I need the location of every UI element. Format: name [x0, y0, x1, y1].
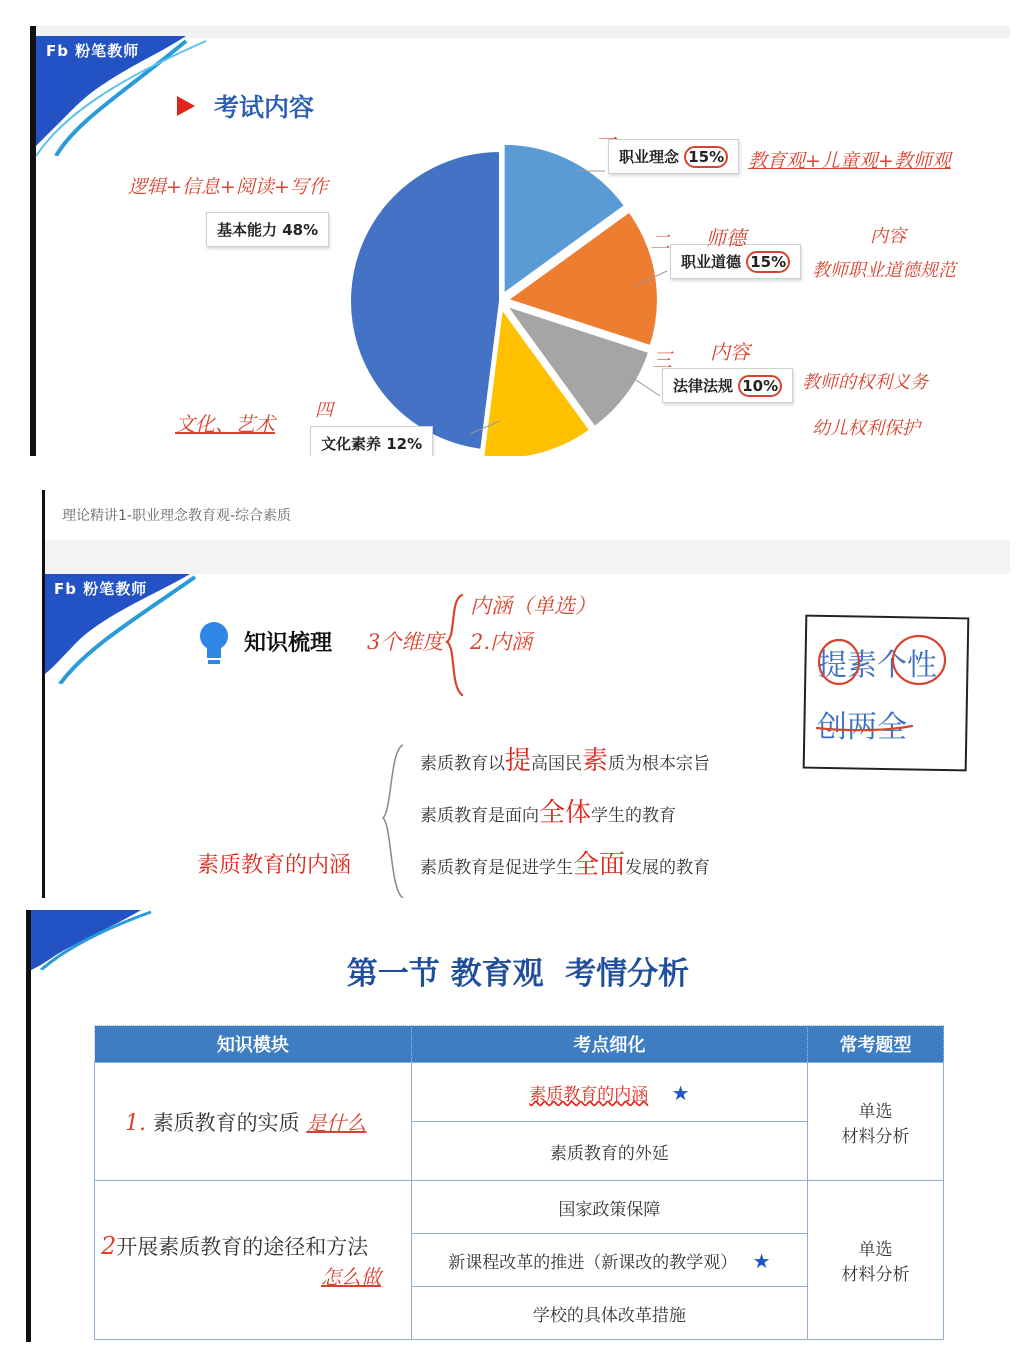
note-falv-mark: 内容: [710, 340, 750, 364]
callout-wenhua-suyang: 文化素养 12%: [310, 426, 433, 456]
mnemonic-circles: [802, 620, 972, 740]
mnemonic-line1: 提素个性: [817, 648, 937, 683]
note-neihan-bottom: 2.内涵: [470, 630, 533, 654]
table-row: [95, 1063, 944, 1122]
callout-zhiye-linian: 职业理念 15%: [608, 139, 739, 174]
logo: Fb 粉笔教师: [54, 580, 148, 598]
type-cell-2: 单选 材料分析: [808, 1181, 944, 1340]
table-row: [95, 1181, 944, 1234]
star-icon: ★: [752, 1248, 771, 1273]
note-daode-neirong: 内容: [870, 226, 906, 247]
slide-title: 第一节 教育观 考情分析: [346, 956, 690, 992]
point-cell: 新课程改革的推进（新课改的教学观） ★: [411, 1234, 807, 1287]
header-types: 常考题型: [808, 1026, 944, 1063]
mnemonic-line2: 创两全: [817, 710, 907, 745]
star-icon: ★: [671, 1080, 690, 1105]
module-cell-1: 1. 素质教育的实质 是什么: [95, 1063, 412, 1181]
point-cell: 国家政策保障: [411, 1181, 807, 1234]
breadcrumb: 理论精讲1-职业理念教育观-综合素质: [62, 508, 292, 524]
gray-band: [45, 540, 1010, 574]
slide-knowledge: [42, 490, 1010, 898]
neihan-item-2: 素质教育是面向全体学生的教育: [420, 798, 677, 828]
note-neihan-top: 内涵（单选）: [470, 594, 596, 618]
note-num2: 二: [650, 230, 670, 254]
module-cell-2: 2开展素质教育的途径和方法 怎么做: [95, 1181, 412, 1340]
slide-title: 知识梳理: [244, 631, 333, 656]
callout-zhiye-daode: 职业道德 15%: [670, 244, 801, 279]
note-falv2: 幼儿权利保护: [812, 418, 920, 439]
note-daode: 教师职业道德规范: [812, 260, 956, 281]
header-points: 考点细化: [411, 1026, 807, 1063]
lightbulb-icon: [192, 618, 236, 668]
type-cell-1: 单选 材料分析: [808, 1063, 944, 1181]
note-wenhua: 文化、艺术: [175, 412, 275, 436]
slide-title: 考试内容: [214, 93, 315, 122]
callout-jiben-nengli: 基本能力 48%: [206, 212, 329, 247]
note-linian: 教育观+儿童观+教师观: [748, 150, 951, 172]
neihan-item-3: 素质教育是促进学生全面发展的教育: [420, 850, 711, 880]
neihan-item-1: 素质教育以提高国民素质为根本宗旨: [420, 746, 711, 776]
slide-exam-content: [30, 26, 1010, 456]
table-header-row: [95, 1026, 944, 1063]
note-daode-mark: 师德: [706, 226, 746, 250]
note-num4: 四: [315, 400, 333, 421]
callout-falv-fagui: 法律法规 10%: [662, 368, 793, 403]
logo: Fb 粉笔教师: [46, 42, 140, 60]
point-cell: 素质教育的外延: [411, 1122, 807, 1181]
header-module: 知识模块: [95, 1026, 412, 1063]
note-num1: 一: [596, 128, 616, 152]
note-dimensions: 3个维度: [367, 630, 444, 654]
exam-analysis-table: [94, 1025, 944, 1340]
note-num3: 三: [652, 348, 672, 372]
point-cell: 学校的具体改革措施: [411, 1287, 807, 1340]
concept-label: 素质教育的内涵: [197, 853, 352, 878]
point-cell: 素质教育的内涵 ★: [411, 1063, 807, 1122]
note-falv1: 教师的权利义务: [802, 372, 928, 393]
concept-brace: [378, 740, 408, 898]
note-jiben: 逻辑+信息+阅读+写作: [128, 176, 328, 198]
hand-brace: [442, 590, 472, 700]
